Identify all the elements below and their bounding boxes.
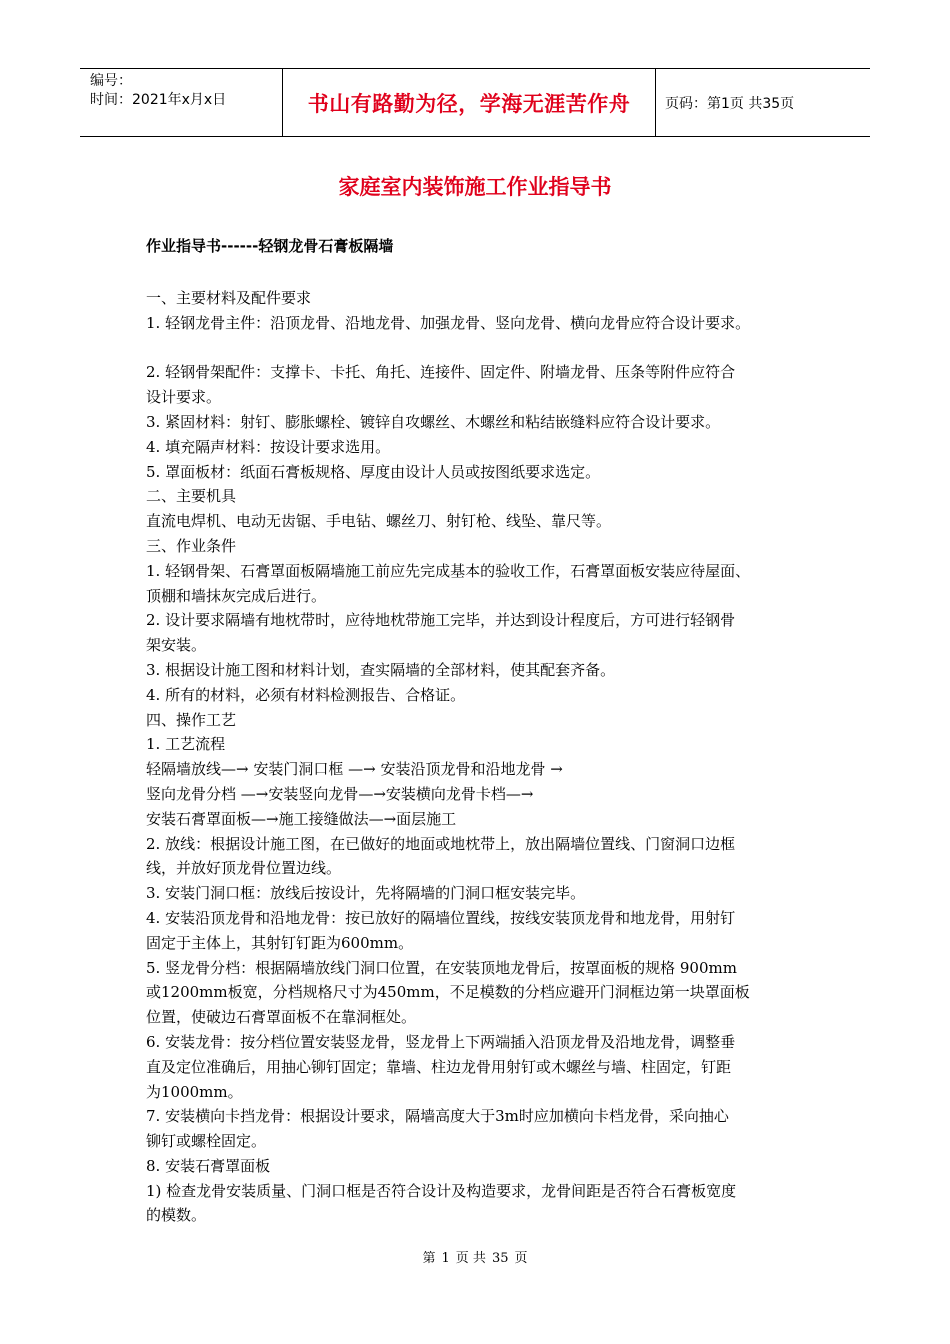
document-subtitle: 作业指导书------轻钢龙骨石膏板隔墙 (146, 237, 394, 255)
header-motto-cell (282, 69, 656, 136)
text-line: 线，并放好顶龙骨位置边线。 (146, 859, 342, 878)
text-line: 5. 竖龙骨分档：根据隔墙放线门洞口位置，在安装顶地龙骨后，按罩面板的规格 900mm (146, 958, 737, 977)
text-line: 安装石膏罩面板—→施工接缝做法—→面层施工 (146, 809, 457, 828)
footer-mid: 页 共 (455, 1251, 486, 1266)
header-page-cell (656, 69, 870, 136)
text-line: 铆钉或螺栓固定。 (146, 1132, 267, 1151)
date-label: 时间：2021年x月x日 (90, 92, 227, 108)
text-line: 1. 工艺流程 (146, 735, 226, 754)
text-line: 固定于主体上，其射钉钉距为600mm。 (146, 933, 414, 952)
text-line: 竖向龙骨分档 —→安装竖向龙骨—→安装横向龙骨卡档—→ (146, 784, 534, 803)
text-line: 设计要求。 (146, 388, 222, 407)
text-line: 顶棚和墙抹灰完成后进行。 (146, 586, 327, 605)
header-meta (80, 69, 282, 136)
text-line: 2. 放线：根据设计施工图，在已做好的地面或地枕带上，放出隔墙位置线、门窗洞口边框 (146, 834, 736, 853)
text-line: 直及定位准确后，用抽心铆钉固定；靠墙、柱边龙骨用射钉或木螺丝与墙、柱固定，钉距 (146, 1057, 732, 1076)
blank-line (146, 336, 810, 361)
text-line: 四、操作工艺 (146, 710, 237, 729)
text-line: 4. 所有的材料，必须有材料检测报告、合格证。 (146, 685, 466, 704)
text-line: 6. 安装龙骨：按分档位置安装竖龙骨，竖龙骨上下两端插入沿顶龙骨及沿地龙骨，调整垂 (146, 1032, 736, 1051)
motto: 书山有路勤为径，学海无涯苦作舟 (307, 90, 631, 116)
text-line: 架安装。 (146, 636, 207, 655)
text-line: 2. 设计要求隔墙有地枕带时，应待地枕带施工完毕，并达到设计程度后，方可进行轻钢骨 (146, 611, 736, 630)
footer-prefix: 第 (422, 1251, 436, 1266)
document-body (146, 286, 810, 1228)
text-line: 8. 安装石膏罩面板 (146, 1156, 271, 1175)
text-line: 直流电焊机、电动无齿锯、手电钻、螺丝刀、射钉枪、线坠、靠尺等。 (146, 512, 612, 531)
page-footer (0, 1247, 950, 1266)
number-label: 编号： (90, 73, 132, 89)
text-line: 或1200mm板宽，分档规格尺寸为450mm，不足模数的分档应避开门洞框边第一块罩面板 (146, 983, 750, 1002)
text-line: 5. 罩面板材：纸面石膏板规格、厚度由设计人员或按图纸要求选定。 (146, 462, 601, 481)
text-line: 2. 轻钢骨架配件：支撑卡、卡托、角托、连接件、固定件、附墙龙骨、压条等附件应符合 (146, 363, 736, 382)
text-line: 的模数。 (146, 1206, 207, 1225)
text-line: 3. 安装门洞口框：放线后按设计，先将隔墙的门洞口框安装完毕。 (146, 884, 586, 903)
footer-page-total: 35 (491, 1251, 509, 1266)
text-line: 三、作业条件 (146, 536, 237, 555)
text-line: 为1000mm。 (146, 1082, 243, 1101)
text-line: 位置，使破边石膏罩面板不在靠洞框处。 (146, 1008, 417, 1027)
text-line: 4. 安装沿顶龙骨和沿地龙骨：按已放好的隔墙位置线，按线安装顶龙骨和地龙骨，用射钉 (146, 908, 736, 927)
document-header (80, 68, 870, 137)
text-line: 7. 安装横向卡挡龙骨：根据设计要求，隔墙高度大于3m时应加横向卡档龙骨，采向抽心 (146, 1107, 729, 1126)
text-line: 1) 检查龙骨安装质量、门洞口框是否符合设计及构造要求，龙骨间距是否符合石膏板宽度 (146, 1181, 737, 1200)
text-line: 一、主要材料及配件要求 (146, 289, 312, 307)
footer-page-number: 1 (441, 1251, 450, 1266)
footer-suffix: 页 (514, 1251, 528, 1266)
text-line: 3. 紧固材料：射钉、膨胀螺栓、镀锌自攻螺丝、木螺丝和粘结嵌缝料应符合设计要求。 (146, 412, 721, 431)
document-title: 家庭室内装饰施工作业指导书 (338, 174, 612, 199)
text-line: 4. 填充隔声材料：按设计要求选用。 (146, 437, 391, 456)
text-line: 轻隔墙放线—→ 安装门洞口框 —→ 安装沿顶龙骨和沿地龙骨 → (146, 760, 563, 779)
text-line: 3. 根据设计施工图和材料计划，查实隔墙的全部材料，使其配套齐备。 (146, 660, 616, 679)
text-line: 1. 轻钢龙骨主件：沿顶龙骨、沿地龙骨、加强龙骨、竖向龙骨、横向龙骨应符合设计要求。 (146, 313, 751, 332)
text-line: 1. 轻钢骨架、石膏罩面板隔墙施工前应先完成基本的验收工作，石膏罩面板安装应待屋面、 (146, 561, 751, 580)
page-label: 页码：第1页 共35页 (665, 95, 795, 112)
text-line: 二、主要机具 (146, 487, 237, 506)
